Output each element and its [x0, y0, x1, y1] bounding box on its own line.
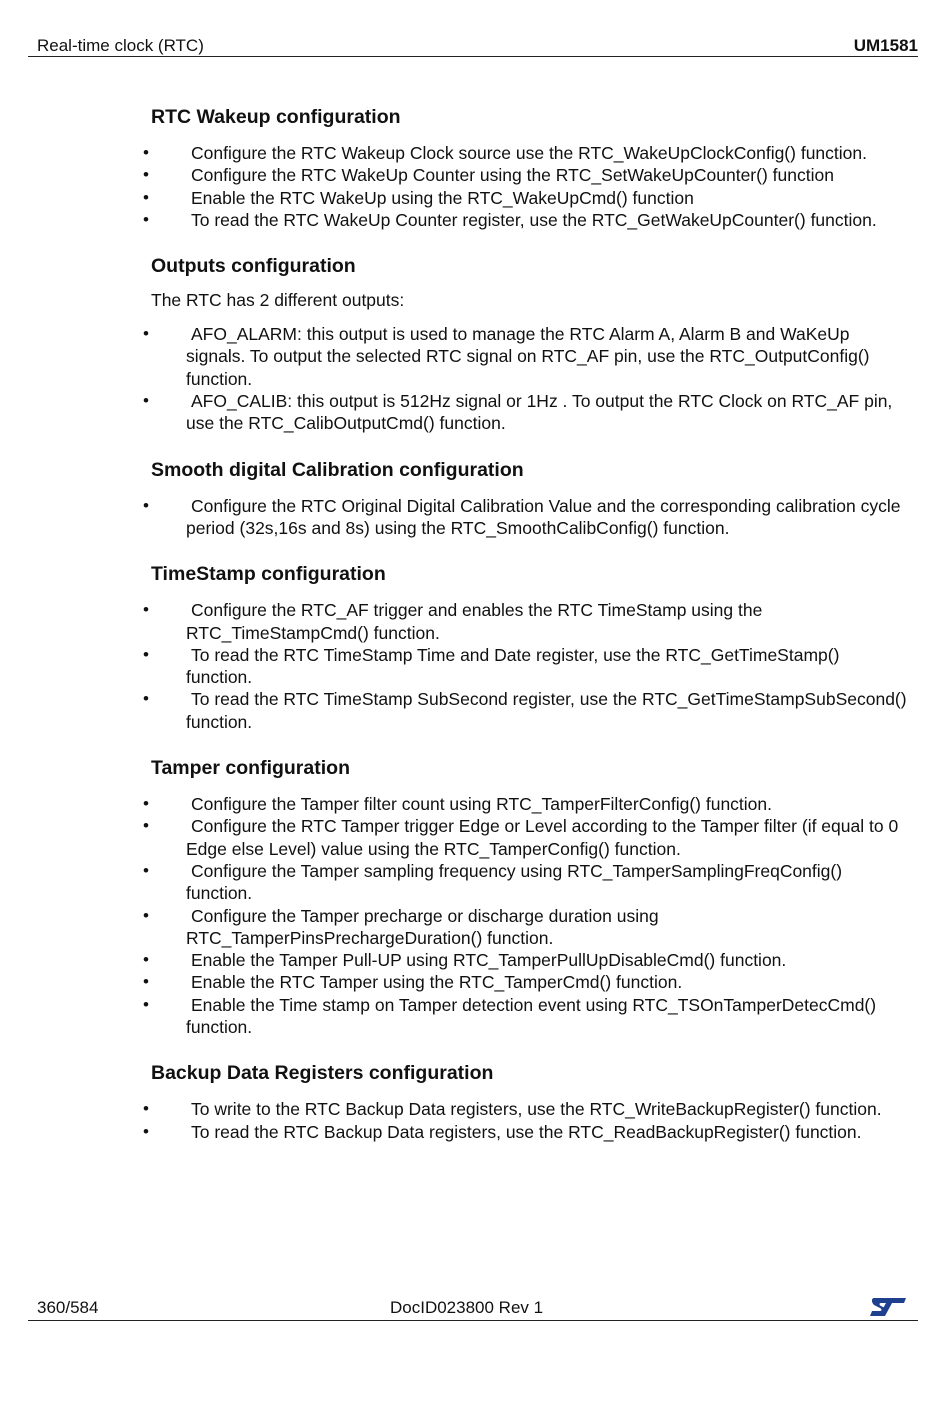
list-item	[0, 323, 950, 390]
list-item-text: Enable the RTC WakeUp using the RTC_WakeUpCmd() function	[191, 187, 694, 208]
list-item-text: To read the RTC WakeUp Counter register, use the RTC_GetWakeUpCounter() function.	[191, 209, 877, 230]
header-section-title: Real-time clock (RTC)	[37, 36, 204, 55]
section-heading: RTC Wakeup configuration	[151, 106, 401, 128]
bullet-icon: •	[143, 187, 149, 207]
list-item	[0, 644, 950, 689]
section	[0, 104, 950, 231]
list-item	[0, 971, 950, 993]
list-item-text: Enable the RTC Tamper using the RTC_TamperCmd() function.	[191, 972, 683, 993]
list-item	[0, 495, 950, 540]
section-heading: Smooth digital Calibration configuration	[151, 458, 524, 481]
bullet-icon: •	[143, 950, 149, 970]
list-item-text: To read the RTC TimeStamp SubSecond register, use the RTC_GetTimeStampSubSecond() function.	[186, 689, 907, 732]
list-item	[0, 949, 950, 971]
bullet-icon: •	[143, 905, 149, 925]
section	[0, 561, 950, 733]
bullet-list	[0, 142, 950, 231]
bullet-icon: •	[143, 165, 149, 185]
section-intro: The RTC has 2 different outputs:	[151, 290, 405, 311]
list-item	[0, 1098, 950, 1120]
bullet-list	[0, 793, 950, 1038]
bullet-icon: •	[143, 143, 149, 162]
bullet-icon: •	[143, 600, 149, 620]
list-item-text: To read the RTC TimeStamp Time and Date register, use the RTC_GetTimeStamp() function.	[186, 644, 840, 688]
bullet-icon: •	[143, 1121, 149, 1141]
bullet-list	[0, 495, 950, 540]
list-item-text: Configure the RTC Wakeup Clock source use the RTC_WakeUpClockConfig() function.	[191, 143, 867, 163]
list-item	[0, 164, 950, 186]
list-item-text: Configure the Tamper filter count using RTC_TamperFilterConfig() function.	[191, 794, 773, 815]
list-item	[0, 815, 950, 860]
list-item-text: AFO_ALARM: this output is used to manage the RTC Alarm A, Alarm B and WaKeUp signals. To output the selected RTC signal on RTC_AF pin, use the RTC_OutputConfig() function.	[186, 324, 870, 389]
doc-id: DocID023800 Rev 1	[390, 1298, 544, 1317]
page-content	[0, 104, 950, 1165]
list-item-text: Configure the RTC_AF trigger and enables the RTC TimeStamp using the RTC_TimeStampCmd() function.	[186, 600, 763, 643]
page-number: 360/584	[37, 1298, 99, 1317]
list-item	[0, 142, 950, 164]
list-item-text: To write to the RTC Backup Data registers, use the RTC_WriteBackupRegister() function.	[191, 1099, 882, 1120]
page-header	[28, 34, 918, 57]
section-heading: Tamper configuration	[151, 757, 350, 780]
list-item	[0, 994, 950, 1039]
section-heading: Backup Data Registers configuration	[151, 1062, 494, 1085]
list-item-text: Configure the RTC WakeUp Counter using the RTC_SetWakeUpCounter() function	[191, 165, 834, 186]
bullet-icon: •	[143, 816, 149, 836]
list-item	[0, 209, 950, 231]
bullet-icon: •	[143, 860, 149, 880]
page-footer	[28, 1296, 918, 1321]
list-item	[0, 688, 950, 733]
bullet-list	[0, 1098, 950, 1143]
list-item	[0, 905, 950, 950]
list-item	[0, 187, 950, 209]
st-logo-icon	[868, 1296, 908, 1318]
header-doc-number: UM1581	[853, 36, 918, 55]
bullet-icon: •	[143, 324, 149, 344]
bullet-list	[0, 323, 950, 434]
bullet-icon: •	[143, 1099, 149, 1119]
section-heading: Outputs configuration	[151, 255, 356, 278]
bullet-list	[0, 599, 950, 733]
list-item	[0, 793, 950, 815]
section	[0, 457, 950, 540]
bullet-icon: •	[143, 644, 149, 664]
bullet-icon: •	[143, 689, 149, 709]
list-item-text: To read the RTC Backup Data registers, use the RTC_ReadBackupRegister() function.	[191, 1121, 862, 1142]
list-item-text: Configure the RTC Tamper trigger Edge or Level according to the Tamper filter (if equal to 0 Edge else Level) value using the RTC_TamperConfig() function.	[186, 816, 899, 859]
list-item-text: Configure the RTC Original Digital Calibration Value and the corresponding calibration cycle period (32s,16s and 8s) using the RTC_SmoothCalibConfig() function.	[186, 495, 901, 538]
bullet-icon: •	[143, 972, 149, 992]
section	[0, 755, 950, 1038]
section	[0, 253, 950, 434]
bullet-icon: •	[143, 794, 149, 814]
bullet-icon: •	[143, 994, 149, 1014]
list-item	[0, 1121, 950, 1143]
list-item	[0, 860, 950, 905]
list-item-text: Enable the Tamper Pull-UP using RTC_TamperPullUpDisableCmd() function.	[191, 950, 787, 971]
list-item-text: Enable the Time stamp on Tamper detection event using RTC_TSOnTamperDetecCmd() function.	[186, 994, 877, 1038]
list-item-text: Configure the Tamper precharge or discharge duration using RTC_TamperPinsPrechargeDuration() function.	[186, 905, 659, 948]
list-item	[0, 599, 950, 644]
list-item-text: AFO_CALIB: this output is 512Hz signal or 1Hz . To output the RTC Clock on RTC_AF pin, use the RTC_CalibOutputCmd() function.	[186, 391, 893, 434]
section-heading: TimeStamp configuration	[151, 563, 386, 586]
bullet-icon: •	[143, 391, 149, 411]
list-item-text: Configure the Tamper sampling frequency using RTC_TamperSamplingFreqConfig() function.	[186, 860, 843, 904]
bullet-icon: •	[143, 209, 149, 229]
bullet-icon: •	[143, 495, 149, 515]
section	[0, 1060, 950, 1143]
list-item	[0, 390, 950, 435]
